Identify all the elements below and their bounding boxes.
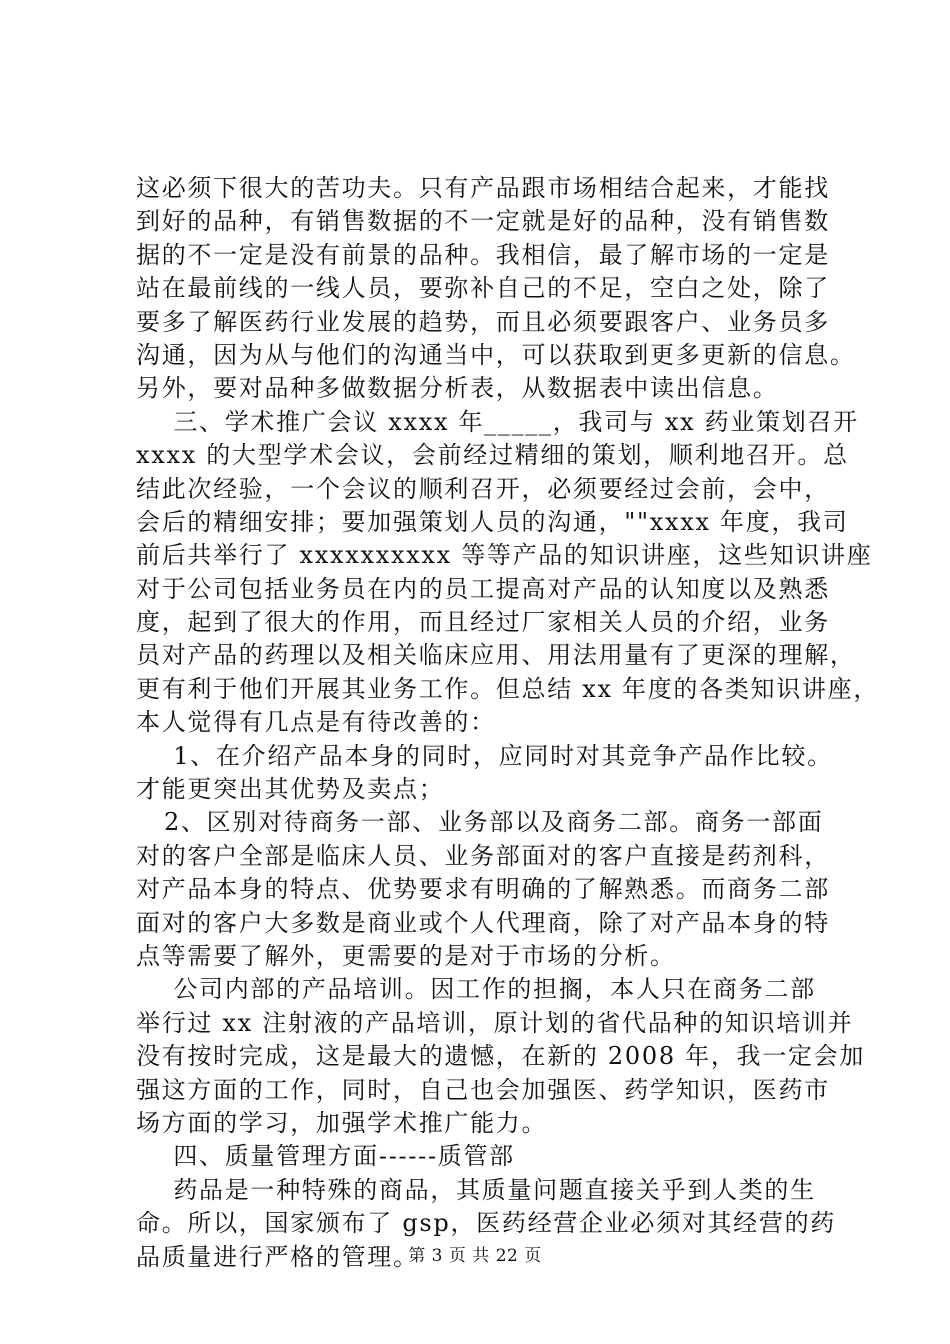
text-line: 品质量进行严格的管理。 (136, 1242, 419, 1271)
text-line: 结此次经验，一个会议的顺利召开，必须要经过会前，会中， (136, 474, 830, 503)
text-line: 对于公司包括业务员在内的员工提高对产品的认知度以及熟悉 (136, 574, 830, 603)
text-line: 场方面的学习，加强学术推广能力。 (136, 1108, 548, 1137)
text-line: 据的不一定是没有前景的品种。我相信，最了解市场的一定是 (136, 240, 830, 269)
text-line: 点等需要了解外，更需要的是对于市场的分析。 (136, 941, 676, 970)
text-line: 没有按时完成，这是最大的遗憾，在新的 2008 年，我一定会加 (136, 1042, 866, 1071)
text-line: 面对的客户大多数是商业或个人代理商，除了对产品本身的特 (136, 908, 830, 937)
text-line: 沟通，因为从与他们的沟通当中，可以获取到更多更新的信息。 (136, 340, 856, 369)
text-line: 要多了解医药行业发展的趋势，而且必须要跟客户、业务员多 (136, 307, 830, 336)
text-line: 对产品本身的特点、优势要求有明确的了解熟悉。而商务二部 (136, 875, 830, 904)
text-line: 更有利于他们开展其业务工作。但总结 xx 年度的各类知识讲座， (136, 674, 880, 703)
text-line: 命。所以，国家颁布了 gsp，医药经营企业必须对其经营的药 (136, 1209, 836, 1238)
text-line: 三、学术推广会议 xxxx 年_____，我司与 xx 药业策划召开 (136, 407, 859, 436)
text-line: 员对产品的药理以及相关临床应用、用法用量有了更深的理解， (136, 641, 856, 670)
text-line: 到好的品种，有销售数据的不一定就是好的品种，没有销售数 (136, 207, 830, 236)
text-line: 前后共举行了 xxxxxxxxxx 等等产品的知识讲座，这些知识讲座 (136, 541, 873, 570)
text-line: 药品是一种特殊的商品，其质量问题直接关乎到人类的生 (136, 1175, 816, 1204)
text-line: 另外，要对品种多做数据分析表，从数据表中读出信息。 (136, 374, 779, 403)
text-line: 举行过 xx 注射液的产品培训，原计划的省代品种的知识培训并 (136, 1008, 854, 1037)
text-line: 2、区别对待商务一部、业务部以及商务二部。商务一部面 (136, 808, 824, 837)
text-line: 四、质量管理方面------质管部 (136, 1142, 515, 1171)
text-line: 站在最前线的一线人员，要弥补自己的不足，空白之处，除了 (136, 274, 830, 303)
page-footer: 第 3 页 共 22 页 (408, 1246, 542, 1266)
text-line: 1、在介绍产品本身的同时，应同时对其竞争产品作比较。 (136, 741, 833, 770)
text-line: 才能更突出其优势及卖点； (136, 775, 445, 804)
text-line: 会后的精细安排；要加强策划人员的沟通，""xxxx 年度，我司 (136, 507, 849, 536)
text-line: 强这方面的工作，同时，自己也会加强医、药学知识，医药市 (136, 1075, 830, 1104)
text-line: 对的客户全部是临床人员、业务部面对的客户直接是药剂科， (136, 841, 830, 870)
document-body (136, 172, 880, 1274)
text-line: xxxx 的大型学术会议，会前经过精细的策划，顺利地召开。总 (136, 441, 849, 470)
text-line: 度，起到了很大的作用，而且经过厂家相关人员的介绍，业务 (136, 608, 830, 637)
text-line: 公司内部的产品培训。因工作的担搁，本人只在商务二部 (136, 975, 816, 1004)
text-line: 本人觉得有几点是有待改善的： (136, 708, 496, 737)
text-line: 这必须下很大的苦功夫。只有产品跟市场相结合起来，才能找 (136, 174, 830, 202)
